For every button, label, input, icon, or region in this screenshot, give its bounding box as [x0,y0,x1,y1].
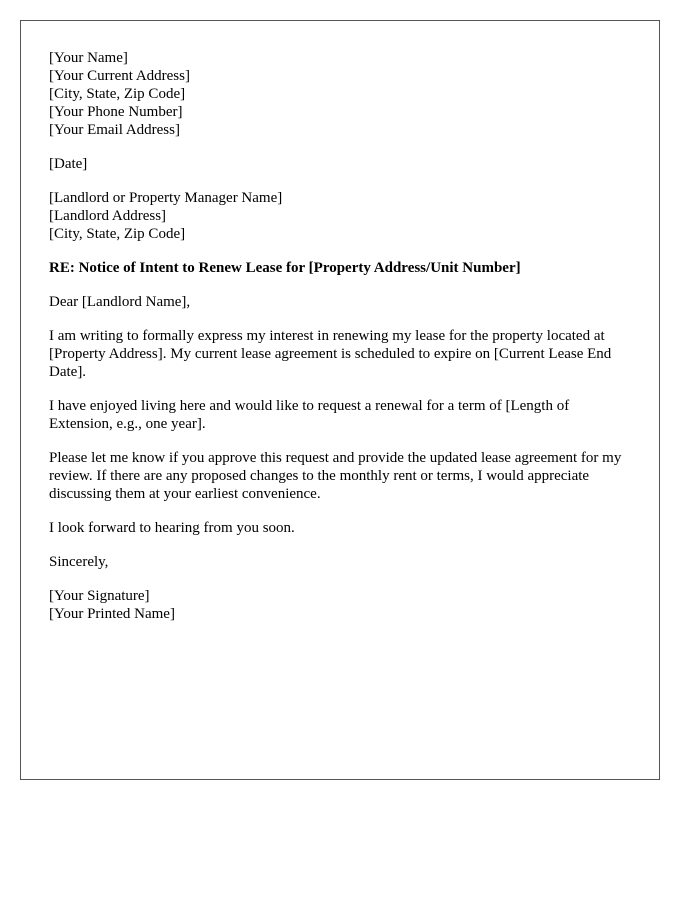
sender-phone: [Your Phone Number] [49,104,183,120]
salutation: Dear [Landlord Name], [49,294,191,310]
sender-block [49,49,631,139]
subject-line: RE: Notice of Intent to Renew Lease for [Property Address/Unit Number] [49,260,521,276]
closing: Sincerely, [49,554,109,570]
recipient-city-state-zip: [City, State, Zip Code] [49,226,186,242]
recipient-name: [Landlord or Property Manager Name] [49,190,283,206]
sender-email: [Your Email Address] [49,122,180,138]
body-paragraph: I am writing to formally express my interest in renewing my lease for the property located at [Property Address]. My current lease agreement is scheduled to expire on [Current Lease End Date]. [49,328,612,380]
signature-block [49,587,631,623]
printed-name: [Your Printed Name] [49,606,175,622]
body-paragraph: I have enjoyed living here and would like to request a renewal for a term of [Length of Extension, e.g., one year]. [49,398,570,432]
recipient-address: [Landlord Address] [49,208,167,224]
date-block [49,155,631,173]
recipient-block [49,189,631,243]
sender-name: [Your Name] [49,50,128,66]
body-paragraph: I look forward to hearing from you soon. [49,520,295,536]
body-paragraph: Please let me know if you approve this request and provide the updated lease agreement for my review. If there are any proposed changes to the monthly rent or terms, I would appreciate discussing them at your earliest convenience. [49,450,622,502]
letter-date: [Date] [49,156,88,172]
sender-city-state-zip: [City, State, Zip Code] [49,86,186,102]
letter-page [20,20,660,780]
signature-line: [Your Signature] [49,588,150,604]
sender-address: [Your Current Address] [49,68,190,84]
